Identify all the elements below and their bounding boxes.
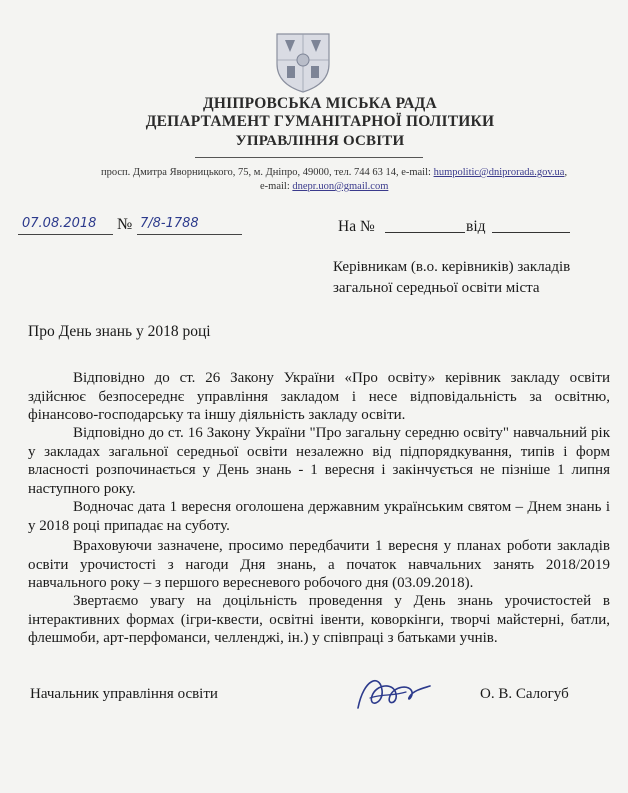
department-title: ДЕПАРТАМЕНТ ГУМАНІТАРНОЇ ПОЛІТИКИ — [145, 113, 495, 130]
coat-of-arms-emblem — [273, 30, 333, 94]
reference-number-blank — [385, 232, 465, 233]
header-divider — [195, 157, 423, 158]
recipient-line-2: загальної середньої освіти міста — [333, 280, 540, 296]
body-paragraph — [28, 369, 610, 425]
handwritten-signature — [350, 668, 435, 718]
email-link-humpolitic[interactable]: humpolitic@dniprorada.gov.ua — [433, 167, 565, 178]
body-paragraph — [28, 498, 610, 535]
registration-number: 7/8-1788 — [140, 216, 199, 231]
reference-number-label: На № — [338, 218, 375, 235]
paragraph-text: Звертаємо увагу на доцільність проведення у День знань урочистостей в інтерактивних формах (ігри-квести, освітні івенти, коворкінги, творчі майстерні, батли, флешмоби, арт-перфоманси, челленджі, ін.) у співпраці з батьками учнів. — [28, 593, 610, 647]
email-separator: , — [564, 167, 568, 178]
office-title: УПРАВЛІННЯ ОСВІТИ — [235, 133, 405, 149]
address-text: просп. Дмитра Яворницького, 75, м. Дніпро, 49000, тел. 744 63 14, e-mail: — [101, 167, 434, 178]
address-line — [101, 167, 567, 178]
paragraph-text: Враховуючи зазначене, просимо передбачити 1 вересня у планах роботи закладів освіти урочистості з нагоди Дня знань, а початок навчальних занять 2018/2019 навчального року – з першого вересневого робочого дня (03.09.2018). — [28, 538, 610, 592]
registration-number-line — [137, 234, 242, 235]
letter-subject: Про День знань у 2018 році — [28, 323, 211, 340]
recipient-line-1: Керівникам (в.о. керівників) закладів — [333, 259, 571, 275]
registration-number-label: № — [117, 216, 133, 233]
body-paragraph — [28, 424, 610, 499]
paragraph-text: Водночас дата 1 вересня оголошена державним українським святом – Днем знань і у 2018 році припадає на суботу. — [28, 499, 610, 534]
body-paragraph — [28, 537, 610, 593]
registration-date-line — [18, 234, 113, 235]
paragraph-text: Відповідно до ст. 26 Закону України «Про освіту» керівник закладу освіти здійснює безпосереднє управління закладом і несе відповідальність за освітню, фінансово-господарську та іншу діяльність закладу освіти. — [28, 370, 610, 424]
email-link-uon[interactable]: dnepr.uon@gmail.com — [292, 181, 389, 192]
signatory-title: Начальник управління освіти — [30, 686, 218, 702]
paragraph-text: Відповідно до ст. 16 Закону України "Про загальну середню освіту" навчальний рік у закладах загальної середньої освіти незалежно від підпорядкування, типів і форм власності розпочинається у День знань - 1 вересня і закінчується не пізніше 1 липня наступного року. — [28, 425, 610, 498]
email-label: e-mail: — [260, 181, 293, 192]
body-paragraph — [28, 592, 610, 648]
city-council-title: ДНІПРОВСЬКА МІСЬКА РАДА — [203, 95, 437, 112]
registration-date: 07.08.2018 — [22, 216, 97, 231]
reference-date-label: від — [466, 218, 486, 235]
reference-date-blank — [492, 232, 570, 233]
signatory-name: О. В. Салогуб — [480, 686, 569, 702]
email-line — [260, 181, 388, 192]
